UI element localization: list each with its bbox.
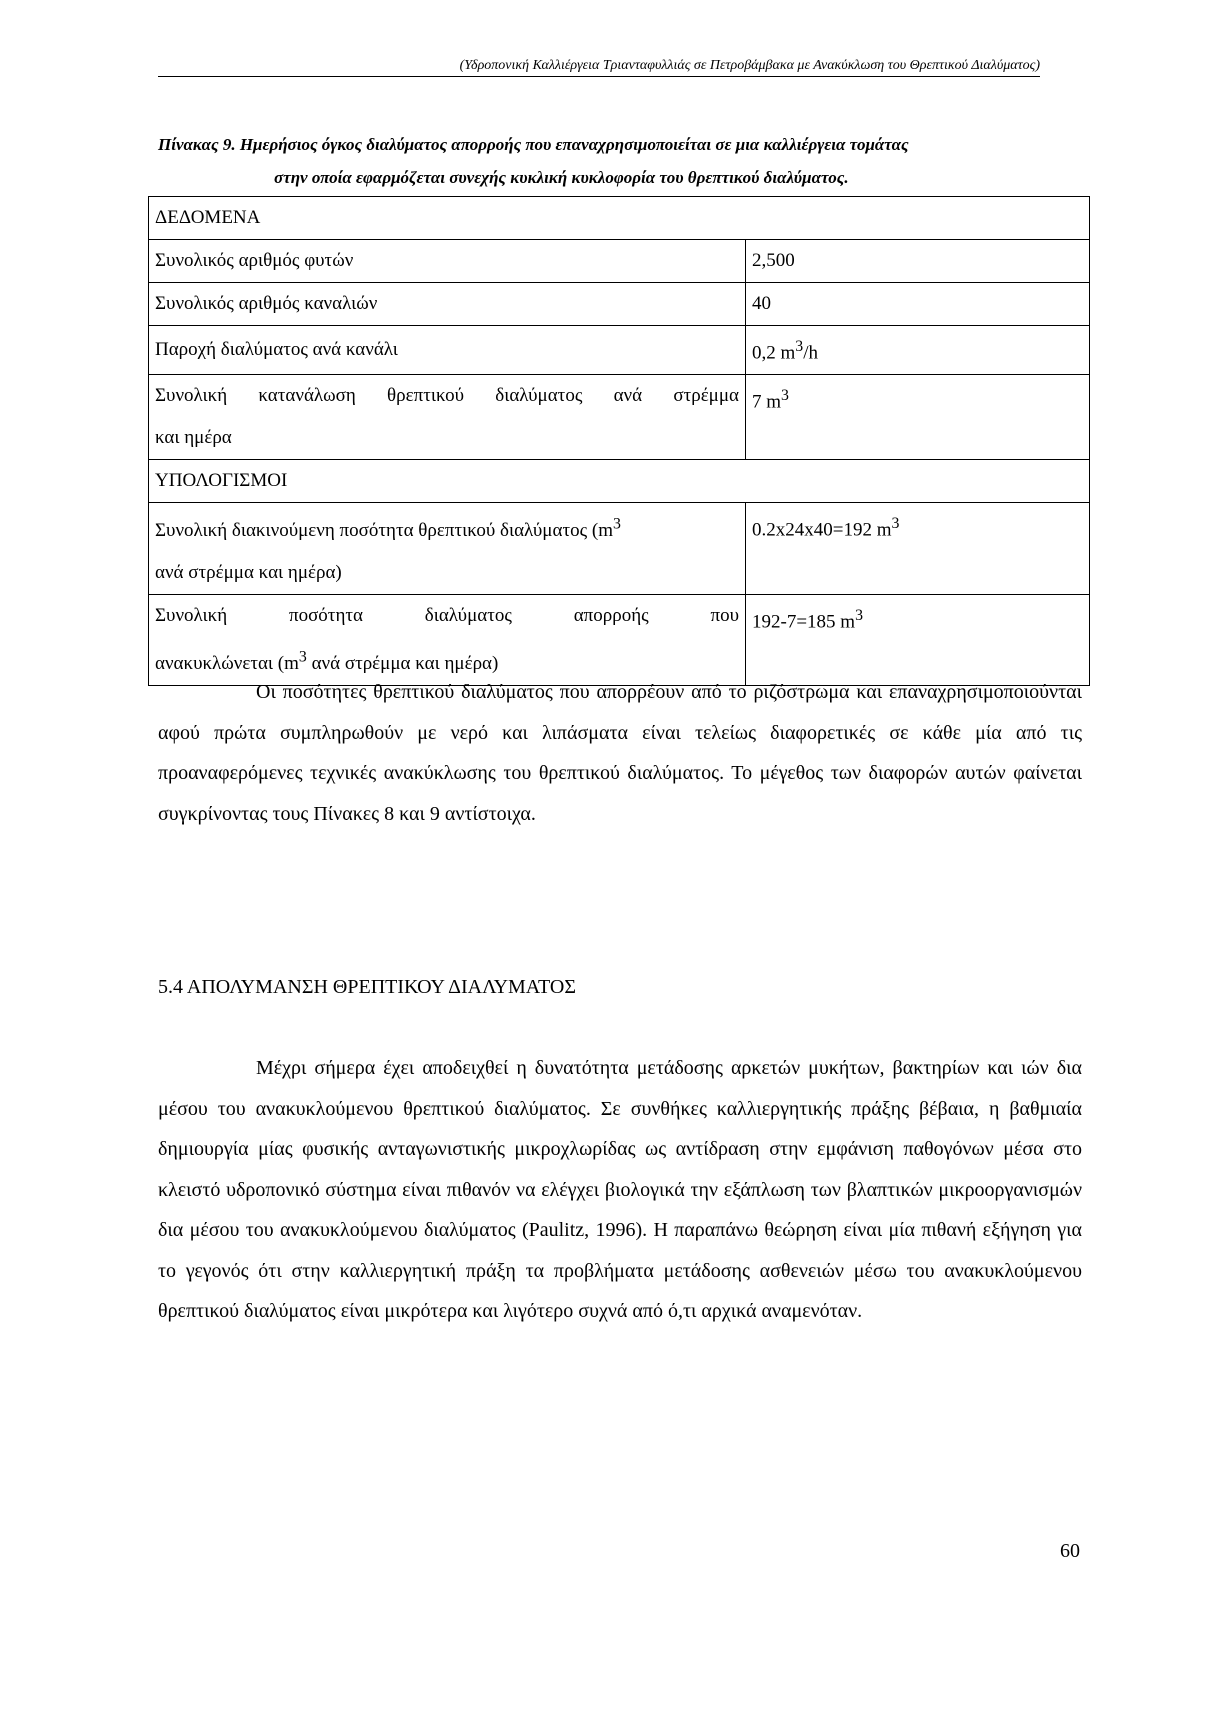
table-cell-label: Συνολική ποσότητα διαλύματος απορροής που ανακυκλώνεται ($m^3$ ανά στρέμμα και ημέρα) [149,594,746,685]
table-caption [158,128,1098,194]
table-cell-value: 40 [746,283,1090,326]
table-cell-label: Συνολικός αριθμός φυτών [149,240,746,283]
table-row [149,503,1090,594]
paragraph-disinfection: Μέχρι σήμερα έχει αποδειχθεί η δυνατότητα μετάδοσης αρκετών μυκήτων, βακτηρίων και ιών δια μέσου του ανακυκλούμενου θρεπτικού διαλύματος. Σε συνθήκες καλλιεργητικής πράξης βέβαια, η βαθμιαία δημιουργία μίας φυσικής ανταγωνιστικής μικροχλωρίδας ως αντίδραση στην εμφάνιση παθογόνων μέσα στο κλειστό υδροπονικό σύστημα είναι πιθανόν να ελέγχει βιολογικά την εξάπλωση των βλαπτικών μικροοργανισμών δια μέσου του ανακυκλούμενου διαλύματος (Paulitz, 1996). Η παραπάνω θεώρηση είναι μία πιθανή εξήγηση για το γεγονός ότι στην καλλιεργητική πράξη τα προβλήματα μετάδοσης ασθενειών μέσω του ανακυκλούμενου θρεπτικού διαλύματος είναι μικρότερα και λιγότερο συχνά από ό,τι αρχικά αναμενόταν. [158,1057,1082,1322]
paragraph-quantities: Οι ποσότητες θρεπτικού διαλύματος που απορρέουν από το ριζόστρωμα και επαναχρησιμοποιούνται αφού πρώτα συμπληρωθούν με νερό και λιπάσματα είναι τελείως διαφορετικές σε κάθε μία από τις προαναφερόμενες τεχνικές ανακύκλωσης του θρεπτικού διαλύματος. Το μέγεθος των διαφορών αυτών φαίνεται συγκρίνοντας τους Πίνακες 8 και 9 αντίστοιχα. [158,681,1082,825]
table-cell-label: Συνολικός αριθμός καναλιών [149,283,746,326]
section-calc-label: ΥΠΟΛΟΓΙΣΜΟΙ [149,460,746,503]
table-caption-line2: στην οποία εφαρμόζεται συνεχής κυκλική κυκλοφορία του θρεπτικού διαλύματος. [274,168,849,187]
table-cell-label: Συνολική διακινούμενη ποσότητα θρεπτικού διαλύματος ($m^3$ ανά στρέμμα και ημέρα) [149,503,746,594]
table-cell-value: 0.2x24x40=192 $m^3$ [746,503,1090,594]
table-cell-value: 0,2 $m^3/h$ [746,326,1090,375]
section-data-label: ΔΕΔΟΜΕΝΑ [149,197,746,240]
running-header: (Υδροπονική Καλλιέργεια Τριανταφυλλιάς σε Πετροβάμβακα με Ανακύκλωση του Θρεπτικού Διαλύματος) [158,58,1040,77]
table-caption-line1: Πίνακας 9. Ημερήσιος όγκος διαλύματος απορροής που επαναχρησιμοποιείται σε μια καλλιέργεια τομάτας [158,135,909,154]
table-row [149,326,1090,375]
table-row [149,283,1090,326]
table-cell-value: 7 $m^3$ [746,375,1090,460]
table-row [149,240,1090,283]
table-cell-label: Παροχή διαλύματος ανά κανάλι [149,326,746,375]
table-section-row [149,197,1090,240]
section-heading: 5.4 ΑΠΟΛΥΜΑΝΣΗ ΘΡΕΠΤΙΚΟΥ ΔΙΑΛΥΜΑΤΟΣ [158,976,576,998]
table-cell-label: Συνολική κατανάλωση θρεπτικού διαλύματος ανά στρέμμα και ημέρα [149,375,746,460]
table-cell-value: 192-7=185 $m^3$ [746,594,1090,685]
page-number: 60 [1060,1540,1080,1562]
data-table [148,196,1090,686]
table-cell-value: 2,500 [746,240,1090,283]
table-section-row [149,460,1090,503]
table-row [149,375,1090,460]
